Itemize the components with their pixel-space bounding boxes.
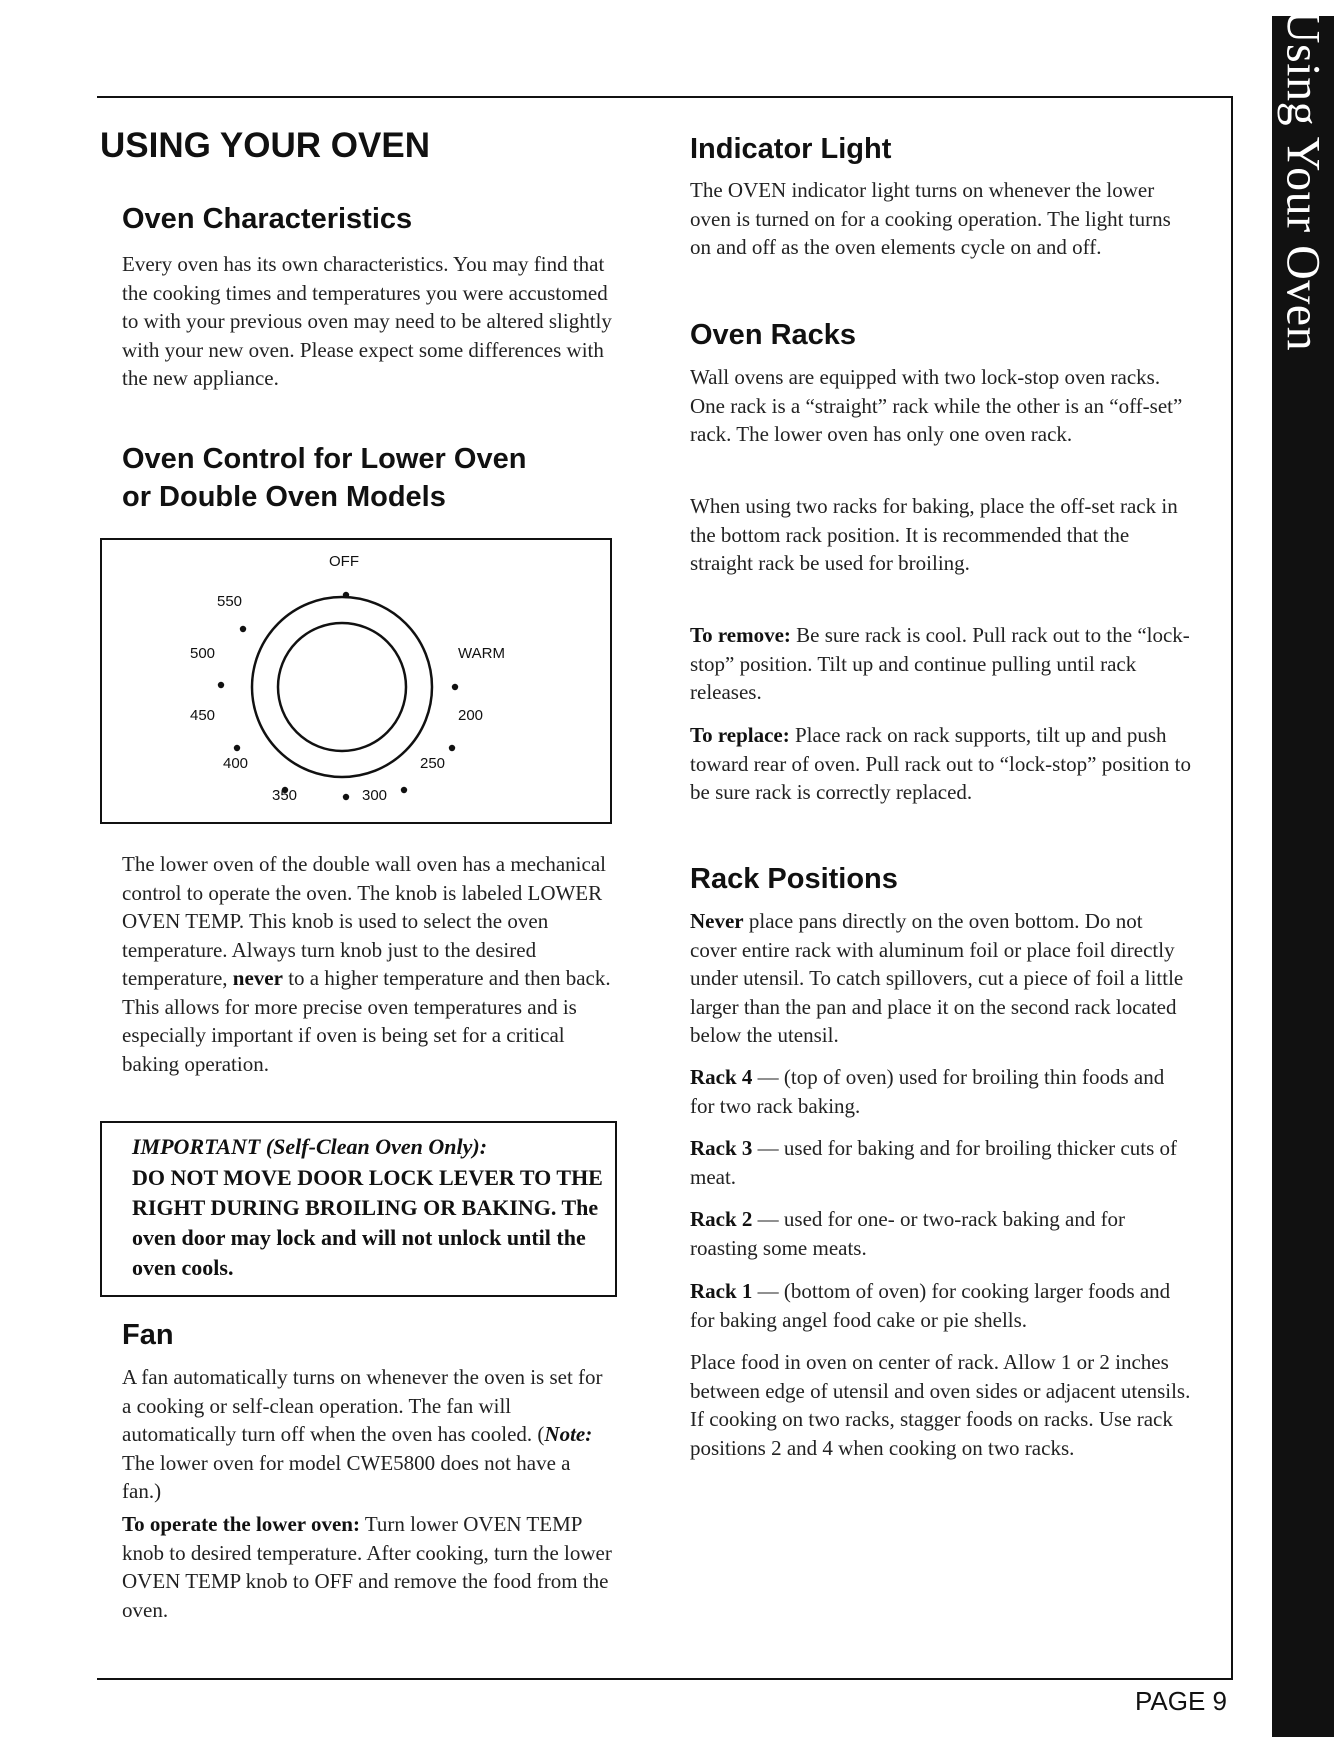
rack-positions-never-label: Never (690, 909, 744, 933)
oven-control-text-part2: to a higher temperature and then back. This allows for more precise oven temperatures and is especially important if oven is being set for a critical baking operation. (122, 966, 611, 1076)
oven-characteristics-heading: Oven Characteristics (122, 203, 413, 235)
important-notice-text: DO NOT MOVE DOOR LOCK LEVER TO THE RIGHT DURING BROILING OR BAKING. The oven door may lock and will not unlock until the oven cools. (132, 1165, 603, 1280)
dial-label-300: 300 (362, 787, 388, 804)
dial-label-200: 200 (458, 707, 484, 724)
rack-4-description: — (top of oven) used for broiling thin foods and for two rack baking. (690, 1065, 1165, 1118)
dial-dot-200 (449, 745, 455, 751)
oven-control-heading (122, 440, 622, 516)
dial-label-off: OFF (329, 553, 359, 570)
rack-3-label: Rack 3 (690, 1136, 753, 1160)
rack-4-label: Rack 4 (690, 1065, 753, 1089)
rack-3-description: — used for baking and for broiling thicker cuts of meat. (690, 1136, 1177, 1189)
dial-dot-warm (452, 684, 458, 690)
dial-label-350: 350 (272, 787, 298, 804)
dial-dot-250 (401, 787, 407, 793)
important-notice-box (100, 1121, 617, 1297)
rack-1-label: Rack 1 (690, 1279, 753, 1303)
rack-2-label: Rack 2 (690, 1207, 753, 1231)
fan-text-part1: A fan automatically turns on whenever the oven is set for a cooking or self-clean operation. The fan will automatically turn off when the oven has cooled. ( (122, 1365, 603, 1446)
fan-operate-label: To operate the lower oven: (122, 1512, 360, 1536)
fan-operate-instructions: Turn lower OVEN TEMP knob to desired temperature. After cooking, turn the lower OVEN TEMP knob to OFF and remove the food from the oven. (122, 1512, 612, 1622)
dial-dot-450 (234, 745, 240, 751)
rack-1-text (690, 1277, 1192, 1334)
dial-label-warm: WARM (458, 645, 505, 662)
oven-control-heading-line2: or Double Oven Models (122, 481, 446, 513)
dial-knob (278, 623, 406, 751)
indicator-light-text: The OVEN indicator light turns on whenever the lower oven is turned on for a cooking operation. The light turns on and off as the oven elements cycle on and off. (690, 178, 1171, 259)
fan-text-part2: The lower oven for model CWE5800 does not have a fan.) (122, 1450, 571, 1503)
oven-control-text-never: never (232, 966, 283, 990)
rack-remove-text (690, 621, 1192, 707)
oven-control-text-part1: The lower oven of the double wall oven has a mechanical control to operate the oven. The knob is labeled LOWER OVEN TEMP. This knob is used to select the oven temperature. Always turn knob just to the desired temperature, (122, 852, 606, 990)
oven-control-heading-line1: Oven Control for Lower Oven (122, 443, 527, 475)
rack-remove-instructions: Be sure rack is cool. Pull rack out to the “lock-stop” position. Tilt up and continue pulling until rack releases. (690, 623, 1190, 704)
rack-4-text (690, 1063, 1192, 1120)
rack-remove-label: To remove: (690, 623, 791, 647)
oven-temp-dial-diagram (100, 538, 612, 824)
oven-racks-heading: Oven Racks (690, 319, 857, 351)
top-rule (97, 96, 1233, 98)
bottom-rule (97, 1678, 1233, 1680)
column-border-line (1231, 96, 1233, 1680)
dial-label-450: 450 (190, 707, 216, 724)
rack-2-text (690, 1205, 1192, 1262)
oven-temp-dial-svg (102, 540, 610, 822)
oven-control-text (122, 850, 614, 1078)
fan-text (122, 1363, 614, 1506)
page-title: USING YOUR OVEN (100, 126, 430, 165)
rack-replace-instructions: Place rack on rack supports, tilt up and push toward rear of oven. Pull rack out to “lock-stop” position to be sure rack is correctly replaced. (690, 723, 1191, 804)
indicator-light-heading: Indicator Light (690, 133, 892, 165)
rack-3-text (690, 1134, 1192, 1191)
dial-label-400: 400 (223, 755, 249, 772)
dial-dot-550 (240, 626, 246, 632)
dial-dot-500 (218, 682, 224, 688)
rack-replace-text (690, 721, 1192, 807)
rack-positions-heading: Rack Positions (690, 863, 898, 895)
dial-label-550: 550 (217, 593, 243, 610)
page-number: PAGE 9 (1135, 1686, 1228, 1716)
fan-operate-text (122, 1510, 614, 1624)
rack-replace-label: To replace: (690, 723, 790, 747)
dial-label-250: 250 (420, 755, 446, 772)
important-notice-title: IMPORTANT (Self-Clean Oven Only): (132, 1134, 488, 1159)
dial-dot-off (343, 592, 349, 598)
oven-characteristics-text: Every oven has its own characteristics. You may find that the cooking times and temperatures you were accustomed to with your previous oven may need to be altered slightly with your new oven. Please expect some differences with the new appliance. (122, 252, 612, 390)
rack-positions-never-instructions: place pans directly on the oven bottom. Do not cover entire rack with aluminum foil or place foil directly under utensil. To catch spillovers, cut a piece of foil a little larger than the pan and place it on the second rack located below the utensil. (690, 909, 1184, 1047)
rack-1-description: — (bottom of oven) for cooking larger foods and for baking angel food cake or pie shells. (690, 1279, 1171, 1332)
fan-heading: Fan (122, 1319, 174, 1351)
dial-dot-300 (343, 794, 349, 800)
fan-note-label: Note: (544, 1422, 593, 1446)
rack-placement-text: Place food in oven on center of rack. Allow 1 or 2 inches between edge of utensil and oven sides or adjacent utensils. If cooking on two racks, stagger foods on racks. Use rack positions 2 and 4 when cooking on two racks. (690, 1350, 1191, 1460)
rack-positions-never-text (690, 907, 1192, 1050)
dial-label-500: 500 (190, 645, 216, 662)
rack-2-description: — used for one- or two-rack baking and for roasting some meats. (690, 1207, 1126, 1260)
oven-racks-baking-text: When using two racks for baking, place the off-set rack in the bottom rack position. It is recommended that the straight rack be used for broiling. (690, 494, 1178, 575)
side-tab-label: Using Your Oven (1276, 8, 1330, 352)
oven-racks-text: Wall ovens are equipped with two lock-stop oven racks. One rack is a “straight” rack while the other is an “off-set” rack. The lower oven has only one oven rack. (690, 365, 1183, 446)
